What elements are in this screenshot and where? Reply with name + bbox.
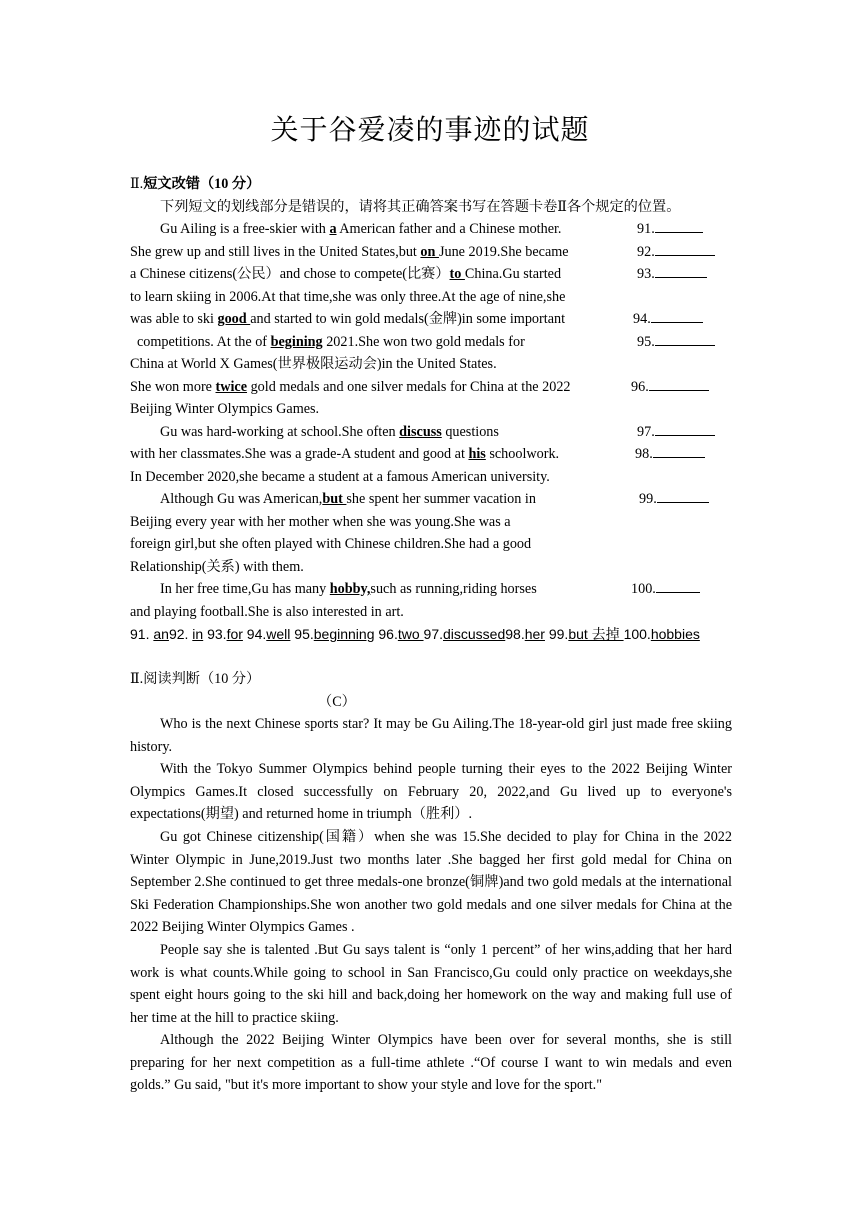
passage-line: competitions. At the of begining 2021.She won two gold medals for: [137, 334, 525, 350]
passage-line: In her free time,Gu has many hobby,such as running,riding horses: [160, 581, 537, 597]
reading-paragraph: Who is the next Chinese sports star? It may be Gu Ailing.The 18-year-old girl just made free skiing history.: [130, 716, 732, 755]
error-word: twice: [215, 379, 248, 395]
passage-line: She grew up and still lives in the United States,but on June 2019.She became: [130, 244, 569, 260]
answer-blank-93[interactable]: 93.: [637, 264, 707, 284]
answer-blank-99[interactable]: 99.: [639, 489, 709, 509]
reading-paragraph: People say she is talented .But Gu says talent is “only 1 percent” of her wins,adding that her hard work is what counts.While going to school in San Francisco,Gu could only practice on weekdays,she spent eight hours going to the ski hill and back,doing her homework on the way and making full use of her time at the hill to practice skiing.: [130, 942, 732, 1026]
answer-blank-92[interactable]: 92.: [637, 242, 715, 262]
answer-blank-98[interactable]: 98.: [635, 444, 705, 464]
reading-paragraph: With the Tokyo Summer Olympics behind people turning their eyes to the 2022 Beijing Winter Olympics Games.It closed successfully on February 20, 2022,and Gu lived up to everyone's expectations(期望) and returned home in triumph（胜利）.: [130, 761, 732, 822]
passage-line: to learn skiing in 2006.At that time,she was only three.At the age of nine,she: [130, 289, 566, 305]
error-word: his: [468, 446, 486, 462]
section2-heading: Ⅱ.阅读判断（10 分）: [130, 671, 261, 687]
answer-blank-95[interactable]: 95.: [637, 332, 715, 352]
answer-blank-100[interactable]: 100.: [631, 579, 700, 599]
passage-line: Beijing every year with her mother when she was young.She was a: [130, 514, 511, 530]
passage-line: She won more twice gold medals and one silver medals for China at the 2022: [130, 379, 571, 395]
passage-line: with her classmates.She was a grade-A student and good at his schoolwork.: [130, 446, 560, 462]
passage-line: Relationship(关系) with them.: [130, 559, 304, 575]
answer-blank-94[interactable]: 94.: [633, 309, 703, 329]
error-word: but: [322, 491, 347, 507]
reading-paragraph: Gu got Chinese citizenship(国籍）when she was 15.She decided to play for China in the 2022 Winter Olympic in June,2019.Just two months later .She bagged her first gold medal for China on September 2.She continued to get three medals-one bronze(铜牌)and two gold medals at the international Ski Federation Championships.She won another two gold medals and one silver medals for China at the 2022 Beijing Winter Olympics Games .: [130, 829, 732, 935]
passage-line: and playing football.She is also interested in art.: [130, 604, 404, 620]
answer-key: 91. an92. in 93.for 94.well 95.beginning 96.two 97.discussed98.her 99.but 去掉 100.hobbies: [130, 626, 700, 642]
answer-blank-97[interactable]: 97.: [637, 422, 715, 442]
passage-line: Beijing Winter Olympics Games.: [130, 401, 320, 417]
passage-line: China at World X Games(世界极限运动会)in the United States.: [130, 356, 497, 372]
answer-blank-96[interactable]: 96.: [631, 377, 709, 397]
passage-line: was able to ski good and started to win gold medals(金牌)in some important: [130, 311, 566, 327]
passage-line: Gu Ailing is a free-skier with a American father and a Chinese mother.: [160, 221, 562, 237]
passage-line: a Chinese citizens(公民）and chose to compete(比赛）to China.Gu started: [130, 266, 562, 282]
error-word: hobby,: [329, 581, 371, 597]
error-word: begining: [270, 334, 323, 350]
answer-blank-91[interactable]: 91.: [637, 219, 703, 239]
section2-part: （C）: [318, 694, 356, 710]
section1-instruction: 下列短文的划线部分是错误的，请将其正确答案书写在答题卡卷Ⅱ各个规定的位置。: [160, 199, 681, 215]
error-word: to: [449, 266, 465, 282]
section1-heading: Ⅱ.短文改错（10 分）: [130, 176, 261, 192]
error-word: a: [329, 221, 337, 237]
passage-line: foreign girl,but she often played with Chinese children.She had a good: [130, 536, 532, 552]
passage-line: Gu was hard-working at school.She often discuss questions: [160, 424, 499, 440]
error-word: discuss: [399, 424, 442, 440]
error-word: on: [420, 244, 439, 260]
error-word: good: [217, 311, 251, 327]
passage-line: Although Gu was American,but she spent her summer vacation in: [160, 491, 536, 507]
reading-paragraph: Although the 2022 Beijing Winter Olympics have been over for several months, she is still preparing for her next competition as a full-time athlete .“Of course I want to win medals and even golds.” Gu said, "but it's more important to show your style and love for the sport.": [130, 1032, 732, 1093]
passage-line: In December 2020,she became a student at a famous American university.: [130, 469, 550, 485]
page-title: 关于谷爱凌的事迹的试题: [270, 115, 590, 146]
